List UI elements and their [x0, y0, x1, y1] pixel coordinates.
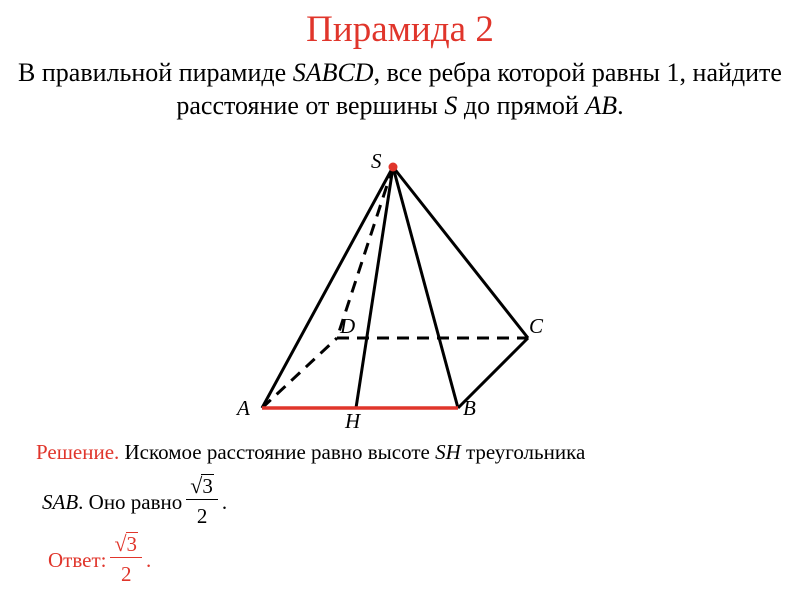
solution-radical-sign: √ [190, 473, 203, 498]
answer-fraction-denominator: 2 [121, 562, 132, 586]
answer-radical-sign: √ [114, 531, 127, 556]
solution-fraction-denominator: 2 [196, 504, 208, 528]
edge-AD [262, 338, 337, 408]
answer-fraction-numerator [110, 532, 142, 558]
solution-triangle: SAB [42, 490, 79, 514]
problem-text-2: , все ребра которой равны 1, найдите расстояние от вершины [176, 58, 782, 120]
answer-line [48, 532, 151, 588]
answer-label: Ответ: [48, 548, 107, 572]
solution-radicand: 3 [202, 474, 213, 498]
answer-radicand: 3 [126, 532, 138, 556]
label-B: B [463, 396, 476, 420]
solution-end: . [221, 490, 228, 514]
label-H: H [345, 409, 361, 433]
solution-fraction-numerator [186, 474, 218, 500]
problem-text-4: . [617, 91, 624, 120]
answer-fraction [110, 532, 142, 588]
apex-point [389, 163, 398, 172]
solution-fraction [186, 474, 218, 530]
answer-sqrt [114, 532, 138, 555]
label-C: C [529, 314, 544, 338]
solution-sqrt [190, 474, 214, 497]
edge-SB [393, 167, 458, 408]
solution-segment: SH [435, 440, 461, 464]
slide-title: Пирамида 2 [306, 9, 494, 50]
problem-pyramid-name: SABCD [292, 58, 374, 87]
solution-label: Решение. [36, 440, 120, 464]
solution-line-2 [42, 474, 227, 530]
edge-SC [393, 167, 528, 338]
solution-line-1 [36, 438, 585, 466]
answer-end: . [146, 548, 152, 572]
problem-text-1: В правильной пирамиде [18, 58, 293, 87]
label-D: D [340, 314, 356, 338]
label-S: S [371, 149, 382, 173]
label-A: A [237, 396, 250, 420]
solution-text-3: . Оно равно [78, 490, 183, 514]
solution-text-1: Искомое расстояние равно высоте [119, 440, 436, 464]
solution-text-2: треугольника [460, 440, 586, 464]
problem-vertex-name: S [444, 91, 458, 120]
problem-line-name: AB [585, 91, 618, 120]
problem-text-3: до прямой [457, 91, 586, 120]
